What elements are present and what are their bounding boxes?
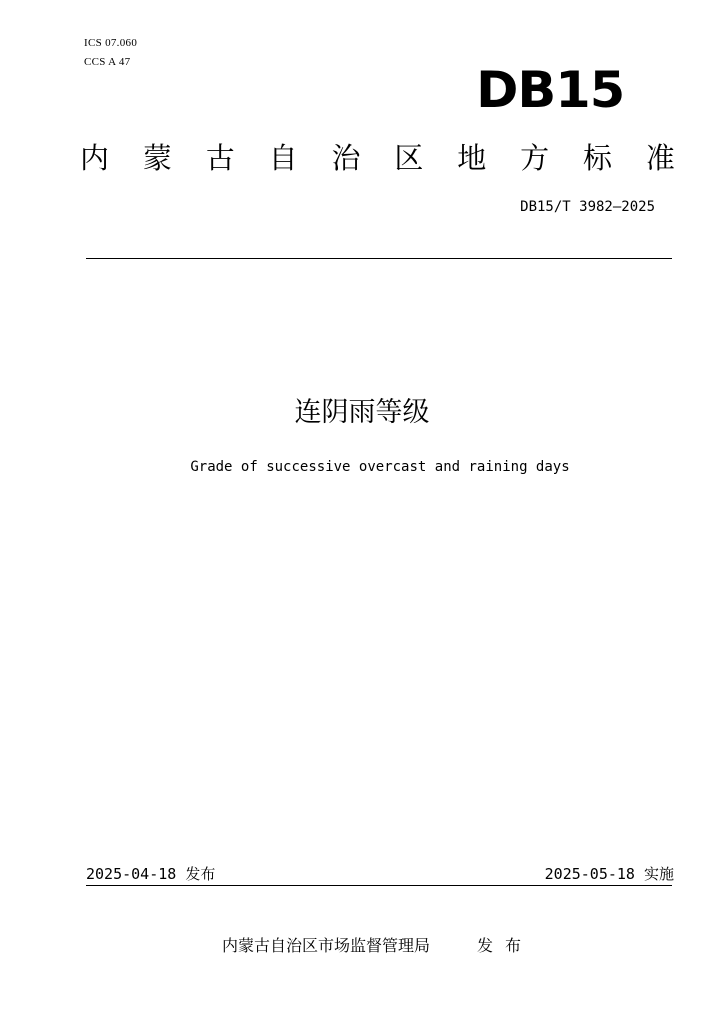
implementation-date: 2025-05-18 实施 bbox=[544, 865, 674, 883]
standard-type-char: 古 bbox=[205, 141, 235, 175]
standard-type-char: 治 bbox=[331, 141, 361, 175]
ics-code: ICS 07.060 bbox=[84, 37, 138, 49]
document-title-chinese: 连阴雨等级 bbox=[294, 397, 430, 428]
standard-type-char: 蒙 bbox=[142, 141, 172, 175]
standard-type-char: 自 bbox=[268, 141, 298, 175]
publish-label: 发布 bbox=[477, 936, 534, 955]
publish-date: 2025-04-18 发布 bbox=[86, 865, 216, 883]
db15-logo: DB15 bbox=[475, 61, 624, 119]
standard-type-char: 标 bbox=[583, 141, 613, 175]
standard-number: DB15/T 3982—2025 bbox=[520, 199, 655, 215]
standard-type-char: 地 bbox=[457, 141, 487, 175]
standard-type-char: 准 bbox=[645, 141, 675, 175]
issuing-authority: 内蒙古自治区市场监督管理局 bbox=[222, 936, 431, 955]
standard-type-heading bbox=[80, 140, 675, 176]
top-divider bbox=[86, 258, 672, 259]
standard-type-char: 内 bbox=[80, 141, 110, 175]
ccs-code: CCS A 47 bbox=[84, 56, 131, 68]
standard-type-char: 方 bbox=[520, 141, 550, 175]
standard-type-char: 区 bbox=[394, 141, 424, 175]
bottom-divider bbox=[86, 885, 672, 886]
document-title-english: Grade of successive overcast and raining days bbox=[190, 459, 570, 475]
